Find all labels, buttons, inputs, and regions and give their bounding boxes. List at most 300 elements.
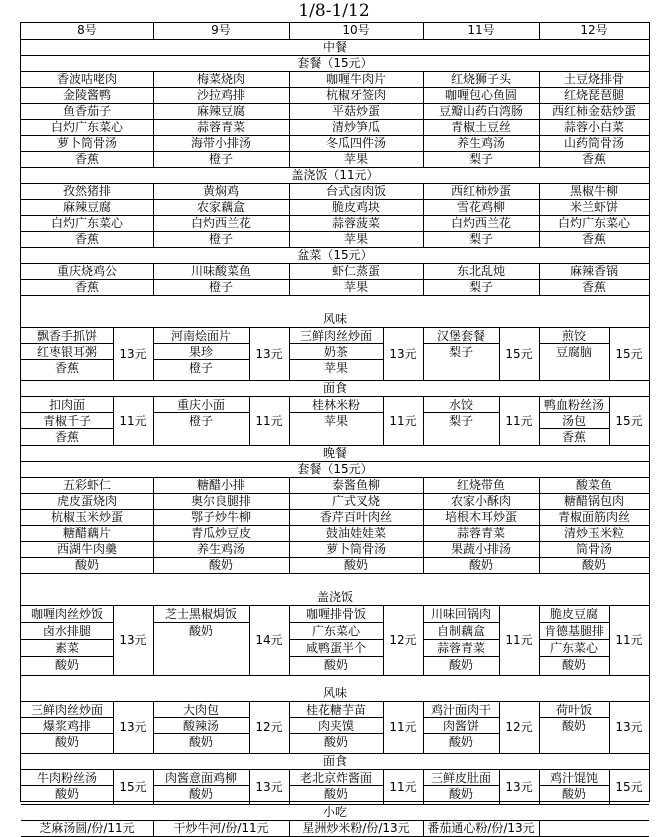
combo-item: 豆腐脑 — [555, 345, 592, 359]
column-divider — [289, 328, 290, 381]
menu-cell: 麻辣香锅 — [569, 264, 618, 278]
column-divider — [539, 136, 540, 152]
combo-item: 香蕉 — [54, 361, 79, 375]
column-divider — [153, 478, 154, 494]
column-divider — [153, 136, 154, 152]
menu-cell: 台式卤肉饭 — [325, 184, 386, 198]
column-divider — [539, 510, 540, 526]
menu-cell: 白灼广东菜心 — [50, 120, 123, 134]
menu-cell: 香蕉 — [581, 152, 606, 166]
column-divider — [539, 72, 540, 88]
column-divider — [153, 104, 154, 120]
menu-row — [21, 558, 649, 574]
combo-cell — [21, 328, 153, 380]
combo-cell — [289, 328, 423, 380]
menu-cell: 10号 — [342, 23, 370, 37]
menu-cell: 川味酸菜鱼 — [190, 264, 251, 278]
column-divider — [423, 200, 424, 216]
column-divider — [423, 184, 424, 200]
menu-cell: 橙子 — [208, 232, 233, 246]
combo-cell — [289, 702, 423, 753]
column-divider — [539, 264, 540, 280]
combo-item: 广东菜心 — [549, 641, 598, 655]
menu-cell: 清炒笋瓜 — [331, 120, 380, 134]
lunch-pot-header: 盆菜（15元） — [21, 248, 649, 264]
combo-item: 素菜 — [54, 641, 79, 655]
combo-item: 荷叶饭 — [555, 703, 592, 717]
combo-item: 河南烩面片 — [170, 329, 231, 343]
lunch-set-meal-header: 套餐（15元） — [21, 56, 649, 72]
column-divider — [289, 542, 290, 558]
column-divider — [289, 264, 290, 280]
column-divider — [289, 478, 290, 494]
menu-row — [21, 120, 649, 136]
column-divider — [153, 397, 154, 446]
price-label: 15元 — [615, 414, 643, 428]
combo-item: 酸奶 — [561, 658, 586, 672]
column-divider — [289, 558, 290, 574]
combo-cell — [153, 328, 289, 380]
price-label: 15元 — [615, 347, 643, 361]
column-divider — [153, 216, 154, 232]
menu-cell: 咖喱包心鱼圆 — [444, 88, 517, 102]
column-divider — [539, 184, 540, 200]
column-divider — [153, 200, 154, 216]
column-divider — [539, 821, 540, 837]
column-divider — [289, 184, 290, 200]
combo-item: 酸奶 — [54, 658, 79, 672]
menu-row — [21, 494, 649, 510]
column-divider — [153, 152, 154, 168]
menu-cell: 白灼广东菜心 — [50, 216, 123, 230]
menu-row — [21, 136, 649, 152]
combo-cell — [539, 606, 649, 675]
combo-cell — [289, 606, 423, 675]
lunch-noodle-header: 面食 — [21, 381, 649, 397]
menu-row — [21, 280, 649, 296]
column-divider — [423, 104, 424, 120]
menu-cell: 鼓油娃娃菜 — [325, 526, 386, 540]
menu-cell: 重庆烧鸡公 — [56, 264, 117, 278]
column-divider — [153, 264, 154, 280]
menu-cell: 香蕉 — [581, 232, 606, 246]
combo-cell — [289, 770, 423, 804]
column-divider — [153, 510, 154, 526]
column-divider — [289, 22, 290, 40]
price-label: 11元 — [255, 414, 283, 428]
column-divider — [289, 200, 290, 216]
menu-cell: 蒜蓉青菜 — [196, 120, 245, 134]
column-divider — [289, 606, 290, 676]
column-divider — [423, 478, 424, 494]
column-divider — [539, 558, 540, 574]
combo-item: 三鲜肉丝炒面 — [30, 703, 103, 717]
lunch-flavor-header: 风味 — [21, 312, 649, 328]
menu-cell: 橙子 — [208, 280, 233, 294]
menu-cell: 农家小酥肉 — [450, 494, 511, 508]
combo-item: 香蕉 — [561, 430, 586, 444]
combo-item: 鸡汁面肉干 — [430, 703, 491, 717]
column-divider — [539, 280, 540, 296]
menu-cell: 蒜蓉小白菜 — [563, 120, 624, 134]
combo-item: 飘香手抓饼 — [36, 329, 97, 343]
column-divider — [539, 702, 540, 754]
column-divider — [539, 606, 540, 676]
column-divider — [289, 72, 290, 88]
combo-item: 汤包 — [561, 414, 586, 428]
menu-cell: 黑椒牛柳 — [569, 184, 618, 198]
column-divider — [289, 216, 290, 232]
lunch-noodle-row — [21, 397, 649, 446]
column-divider — [539, 104, 540, 120]
column-divider — [289, 494, 290, 510]
menu-cell: 蒜蓉青菜 — [456, 526, 505, 540]
column-divider — [289, 232, 290, 248]
menu-cell: 酸奶 — [468, 558, 493, 572]
menu-row — [21, 232, 649, 248]
combo-item: 梨子 — [448, 414, 473, 428]
combo-cell — [539, 328, 649, 380]
combo-cell — [423, 328, 539, 380]
column-divider — [539, 216, 540, 232]
combo-item: 自制藕盒 — [436, 624, 485, 638]
combo-cell — [21, 770, 153, 804]
combo-item: 大肉包 — [182, 703, 219, 717]
menu-cell: 9号 — [211, 23, 231, 37]
menu-cell: 咖喱牛肉片 — [325, 72, 386, 86]
column-divider — [423, 216, 424, 232]
combo-item: 重庆小面 — [176, 398, 225, 412]
column-divider — [153, 526, 154, 542]
combo-item: 酸奶 — [188, 787, 213, 801]
menu-cell: 糖醋藕片 — [62, 526, 111, 540]
menu-cell: 梨子 — [468, 280, 493, 294]
column-divider — [153, 328, 154, 381]
menu-cell: 8号 — [77, 23, 97, 37]
day-header-row — [21, 22, 649, 40]
combo-item: 酸辣汤 — [182, 719, 219, 733]
column-divider — [423, 280, 424, 296]
column-divider — [423, 120, 424, 136]
column-divider — [539, 232, 540, 248]
menu-cell: 糖醋锅包肉 — [563, 494, 624, 508]
column-divider — [423, 152, 424, 168]
menu-cell: 杭椒牙签肉 — [325, 88, 386, 102]
lunch-flavor-row — [21, 328, 649, 381]
combo-item: 爆浆鸡排 — [42, 719, 91, 733]
combo-item: 芝士黑椒焗饭 — [164, 607, 237, 621]
price-label: 13元 — [119, 720, 147, 734]
column-divider — [289, 397, 290, 446]
combo-item: 汉堡套餐 — [436, 329, 485, 343]
menu-cell: 冬瓜四件汤 — [325, 136, 386, 150]
dinner-header: 晚餐 — [21, 446, 649, 462]
dinner-noodle-row — [21, 770, 649, 805]
menu-cell: 苹果 — [343, 232, 368, 246]
menu-cell: 虾仁蒸蛋 — [331, 264, 380, 278]
price-label: 12元 — [255, 720, 283, 734]
menu-cell: 12号 — [580, 23, 608, 37]
column-divider — [423, 821, 424, 837]
price-label: 13元 — [505, 780, 533, 794]
column-divider — [423, 542, 424, 558]
menu-cell: 白灼西兰花 — [450, 216, 511, 230]
column-divider — [423, 72, 424, 88]
menu-cell: 黄焖鸡 — [202, 184, 239, 198]
column-divider — [153, 120, 154, 136]
column-divider — [539, 152, 540, 168]
page-title: 1/8-1/12 — [298, 1, 370, 21]
column-divider — [289, 702, 290, 754]
column-divider — [423, 510, 424, 526]
menu-cell: 苹果 — [343, 280, 368, 294]
column-divider — [153, 184, 154, 200]
dinner-rice-bowl-row — [21, 606, 649, 676]
combo-item: 香蕉 — [54, 430, 79, 444]
combo-item: 牛肉粉丝汤 — [36, 771, 97, 785]
combo-cell — [153, 397, 289, 445]
menu-cell: 白灼西兰花 — [190, 216, 251, 230]
menu-cell: 广式叉烧 — [331, 494, 380, 508]
price-label: 13元 — [615, 720, 643, 734]
menu-cell: 星洲炒米粉/份/13元 — [302, 821, 410, 835]
menu-cell: 芝麻汤圆/份/11元 — [39, 821, 135, 835]
menu-cell: 豆瓣山药白湾肠 — [438, 104, 523, 118]
price-label: 13元 — [389, 347, 417, 361]
menu-row — [21, 88, 649, 104]
combo-item: 奶茶 — [323, 345, 348, 359]
price-label: 11元 — [389, 780, 417, 794]
menu-cell: 鱼香茄子 — [62, 104, 111, 118]
menu-cell: 糖醋小排 — [196, 478, 245, 492]
menu-cell: 梨子 — [468, 152, 493, 166]
price-label: 13元 — [255, 347, 283, 361]
menu-cell: 鄂子炒牛柳 — [190, 510, 251, 524]
price-label: 11元 — [505, 633, 533, 647]
combo-cell — [423, 397, 539, 445]
menu-cell: 金陵酱鸭 — [62, 88, 111, 102]
menu-cell: 萝卜筒骨汤 — [56, 136, 117, 150]
menu-cell — [539, 821, 649, 836]
menu-row — [21, 478, 649, 494]
column-divider — [289, 120, 290, 136]
menu-cell: 梅菜烧肉 — [196, 72, 245, 86]
menu-row — [21, 72, 649, 88]
menu-row — [21, 526, 649, 542]
combo-cell — [423, 770, 539, 804]
column-divider — [539, 22, 540, 40]
price-label: 15元 — [615, 780, 643, 794]
column-divider — [423, 22, 424, 40]
menu-cell: 雪花鸡柳 — [456, 200, 505, 214]
price-label: 13元 — [255, 780, 283, 794]
menu-cell: 清炒玉米粒 — [563, 526, 624, 540]
menu-row — [21, 152, 649, 168]
combo-item: 梨子 — [448, 345, 473, 359]
combo-item: 红枣银耳粥 — [36, 345, 97, 359]
column-divider — [289, 280, 290, 296]
menu-cell: 果蔬小排汤 — [450, 542, 511, 556]
menu-cell: 白灼广东菜心 — [557, 216, 630, 230]
combo-item: 煎饺 — [561, 329, 586, 343]
combo-item: 酸奶 — [448, 787, 473, 801]
menu-cell: 红烧带鱼 — [456, 478, 505, 492]
column-divider — [153, 22, 154, 40]
menu-cell: 酸菜鱼 — [575, 478, 612, 492]
column-divider — [153, 821, 154, 837]
menu-cell: 平菇炒蛋 — [331, 104, 380, 118]
menu-cell: 香蕉 — [74, 152, 99, 166]
combo-cell — [153, 702, 289, 753]
menu-cell: 杭椒玉米炒蛋 — [50, 510, 123, 524]
combo-item: 橙子 — [188, 361, 213, 375]
menu-cell: 东北乱炖 — [456, 264, 505, 278]
column-divider — [289, 526, 290, 542]
menu-cell: 沙拉鸡排 — [196, 88, 245, 102]
column-divider — [153, 88, 154, 104]
combo-cell — [153, 770, 289, 804]
menu-cell: 橙子 — [208, 152, 233, 166]
snack-row — [21, 821, 649, 837]
menu-table — [20, 22, 650, 835]
combo-item: 脆皮豆腐 — [549, 607, 598, 621]
column-divider — [539, 120, 540, 136]
menu-cell: 泰酱鱼柳 — [331, 478, 380, 492]
menu-cell: 香蕉 — [74, 232, 99, 246]
price-label: 15元 — [505, 347, 533, 361]
column-divider — [289, 770, 290, 805]
column-divider — [423, 397, 424, 446]
column-divider — [423, 328, 424, 381]
price-label: 11元 — [615, 633, 643, 647]
combo-item: 三鲜皮肚面 — [430, 771, 491, 785]
menu-row — [21, 510, 649, 526]
column-divider — [539, 200, 540, 216]
column-divider — [423, 702, 424, 754]
menu-cell: 养生鸡汤 — [196, 542, 245, 556]
menu-cell: 培根木耳炒蛋 — [444, 510, 517, 524]
dinner-rice-bowl-header: 盖浇饭 — [21, 590, 649, 606]
menu-cell: 红烧琵琶腿 — [563, 88, 624, 102]
combo-cell — [21, 606, 153, 675]
menu-cell: 11号 — [467, 23, 495, 37]
combo-cell — [153, 606, 289, 675]
column-divider — [539, 478, 540, 494]
column-divider — [423, 232, 424, 248]
combo-item: 酸奶 — [561, 719, 586, 733]
combo-item: 肉酱意面鸡柳 — [164, 771, 237, 785]
column-divider — [153, 232, 154, 248]
menu-cell: 香蕉 — [74, 280, 99, 294]
column-divider — [423, 88, 424, 104]
menu-cell: 筒骨汤 — [575, 542, 612, 556]
combo-cell — [21, 702, 153, 753]
combo-item: 橙子 — [188, 414, 213, 428]
menu-cell: 山药筒骨汤 — [563, 136, 624, 150]
combo-item: 三鲜肉丝炒面 — [299, 329, 372, 343]
column-divider — [539, 494, 540, 510]
menu-cell: 孜然猪排 — [62, 184, 111, 198]
column-divider — [289, 510, 290, 526]
combo-item: 苹果 — [323, 361, 348, 375]
combo-item: 扣肉面 — [48, 398, 85, 412]
combo-item: 咸鸭蛋半个 — [305, 641, 366, 655]
column-divider — [153, 702, 154, 754]
menu-cell: 青瓜炒豆皮 — [190, 526, 251, 540]
combo-item: 咖喱肉丝炒饭 — [30, 607, 103, 621]
combo-item: 酸奶 — [188, 624, 213, 638]
column-divider — [423, 526, 424, 542]
column-divider — [289, 88, 290, 104]
combo-item: 酸奶 — [561, 787, 586, 801]
menu-cell: 虎皮蛋烧肉 — [56, 494, 117, 508]
price-label: 13元 — [119, 347, 147, 361]
combo-item: 酸奶 — [323, 658, 348, 672]
dinner-set-meal-header: 套餐（15元） — [21, 462, 649, 478]
column-divider — [289, 821, 290, 837]
menu-cell: 苹果 — [343, 152, 368, 166]
combo-cell — [21, 397, 153, 445]
combo-cell — [423, 606, 539, 675]
menu-cell: 酸奶 — [208, 558, 233, 572]
menu-cell: 土豆烧排骨 — [563, 72, 624, 86]
menu-cell: 奥尔良腿排 — [190, 494, 251, 508]
column-divider — [539, 88, 540, 104]
combo-item: 酸奶 — [54, 787, 79, 801]
menu-row — [21, 184, 649, 200]
column-divider — [153, 606, 154, 676]
column-divider — [153, 770, 154, 805]
combo-item: 酸奶 — [323, 735, 348, 749]
combo-cell — [539, 397, 649, 445]
menu-cell: 米兰虾饼 — [569, 200, 618, 214]
column-divider — [423, 606, 424, 676]
combo-item: 青椒千子 — [42, 414, 91, 428]
lunch-header: 中餐 — [21, 40, 649, 56]
dinner-flavor-header: 风味 — [21, 686, 649, 702]
menu-cell: 青椒土豆丝 — [450, 120, 511, 134]
price-label: 14元 — [255, 633, 283, 647]
combo-item: 川味回锅肉 — [430, 607, 491, 621]
menu-cell: 养生鸡汤 — [456, 136, 505, 150]
menu-cell: 海带小排汤 — [190, 136, 251, 150]
menu-cell: 农家藕盒 — [196, 200, 245, 214]
price-label: 11元 — [505, 414, 533, 428]
column-divider — [153, 494, 154, 510]
menu-cell: 酸奶 — [74, 558, 99, 572]
combo-item: 酸奶 — [448, 658, 473, 672]
combo-item: 鸭血粉丝汤 — [543, 398, 604, 412]
combo-item: 苹果 — [323, 414, 348, 428]
combo-item: 肯德基腿排 — [543, 624, 604, 638]
column-divider — [153, 558, 154, 574]
column-divider — [539, 328, 540, 381]
menu-cell: 香芹百叶肉丝 — [319, 510, 392, 524]
price-label: 11元 — [119, 414, 147, 428]
menu-cell: 酸奶 — [581, 558, 606, 572]
column-divider — [153, 280, 154, 296]
column-divider — [423, 558, 424, 574]
column-divider — [289, 152, 290, 168]
column-divider — [423, 136, 424, 152]
price-label: 13元 — [119, 633, 147, 647]
menu-cell: 青椒面筋肉丝 — [557, 510, 630, 524]
combo-item: 酸奶 — [448, 735, 473, 749]
column-divider — [539, 526, 540, 542]
combo-item: 肉酱饼 — [442, 719, 479, 733]
menu-row — [21, 216, 649, 232]
column-divider — [289, 104, 290, 120]
